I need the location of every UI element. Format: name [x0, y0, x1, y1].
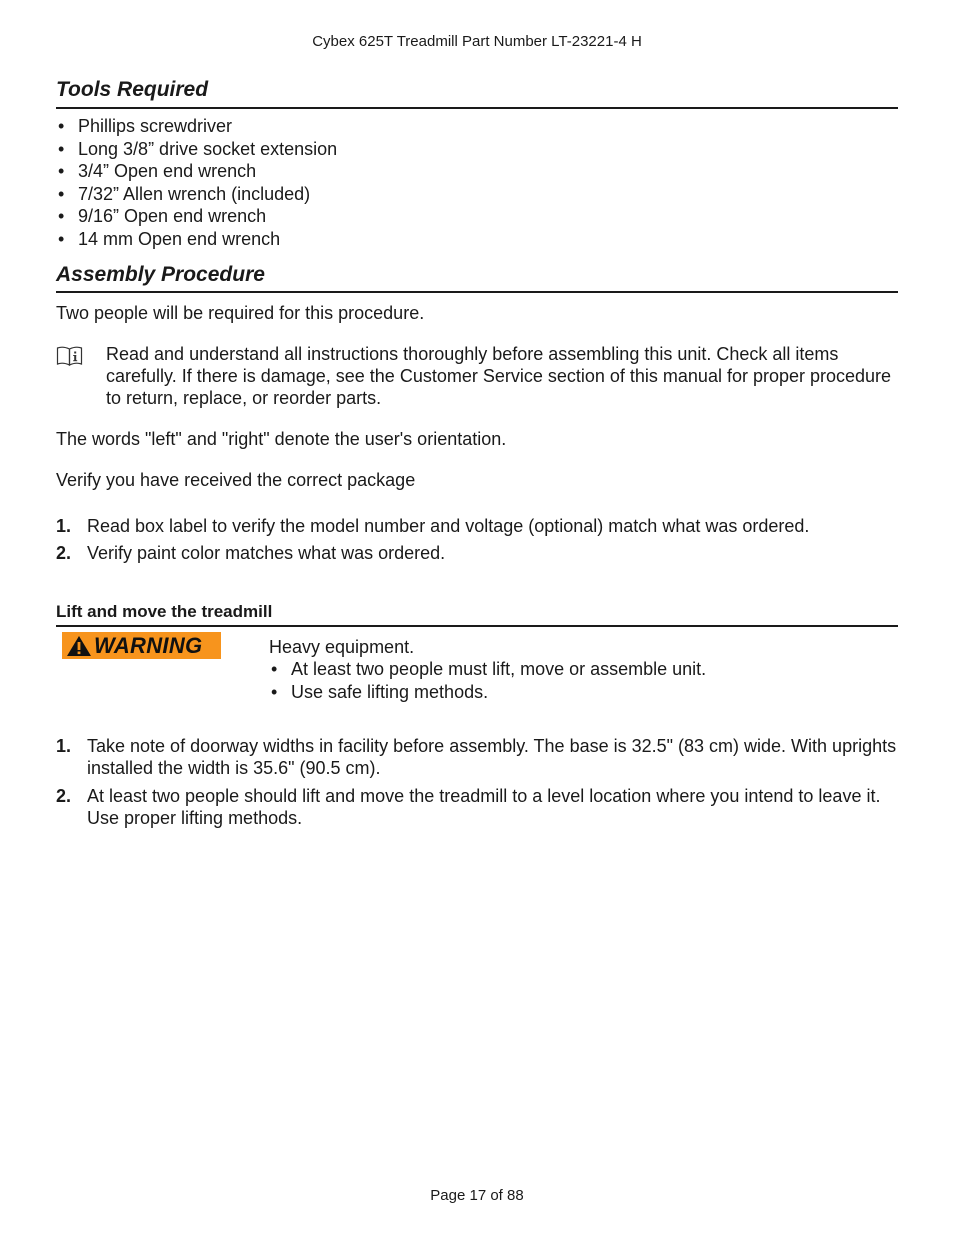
page-footer: Page 17 of 88 [430, 1187, 524, 1204]
list-item: • 14 mm Open end wrench [56, 228, 898, 251]
list-item: • 3/4” Open end wrench [56, 160, 898, 183]
list-item [56, 542, 901, 564]
list-item: • Long 3/8” drive socket extension [56, 138, 898, 161]
tools-heading-rule [56, 107, 898, 109]
step-number: 2. [56, 543, 72, 563]
step-number: 1. [56, 736, 72, 756]
warning-list [269, 658, 889, 703]
list-item: • 7/32” Allen wrench (included) [56, 183, 898, 206]
warning-triangle-icon [66, 635, 92, 657]
list-item [56, 735, 901, 779]
lift-heading: Lift and move the treadmill [56, 602, 273, 621]
warning-badge [62, 632, 221, 659]
warning-title: Heavy equipment. [269, 637, 415, 657]
assembly-note: Read and understand all instructions thoroughly before assembling this unit. Check all items carefully. If there is damage, see the Customer Service section of this manual for proper procedure to return, replace, or reorder parts. [106, 344, 892, 408]
warning-label: WARNING [94, 632, 203, 658]
step-number: 1. [56, 516, 72, 536]
verify-steps [56, 515, 901, 564]
tools-heading: Tools Required [56, 78, 209, 101]
list-item: • Phillips screwdriver [56, 115, 898, 138]
lift-heading-rule [56, 625, 898, 627]
list-item: • At least two people must lift, move or assemble unit. [269, 658, 889, 681]
document-header: Cybex 625T Treadmill Part Number LT-23221-4 H [312, 33, 642, 50]
orientation-note: The words "left" and "right" denote the user's orientation. [56, 429, 507, 449]
tools-list [56, 115, 898, 250]
step-number: 2. [56, 786, 72, 806]
list-item [56, 785, 901, 829]
assembly-heading: Assembly Procedure [56, 263, 265, 286]
assembly-heading-rule [56, 291, 898, 293]
assembly-intro: Two people will be required for this procedure. [56, 303, 425, 323]
info-book-icon [56, 345, 83, 372]
verify-package: Verify you have received the correct package [56, 470, 416, 490]
list-item [56, 515, 901, 537]
step-text: At least two people should lift and move the treadmill to a level location where you intend to leave it. Use proper lifting methods. [87, 786, 881, 828]
list-item: • Use safe lifting methods. [269, 681, 889, 704]
list-item: • 9/16” Open end wrench [56, 205, 898, 228]
step-text: Take note of doorway widths in facility before assembly. The base is 32.5" (83 cm) wide. With uprights installed the width is 35.6" (90.5 cm). [87, 736, 897, 778]
lift-steps [56, 735, 901, 829]
step-text: Verify paint color matches what was ordered. [87, 543, 446, 563]
step-text: Read box label to verify the model number and voltage (optional) match what was ordered. [87, 516, 810, 536]
